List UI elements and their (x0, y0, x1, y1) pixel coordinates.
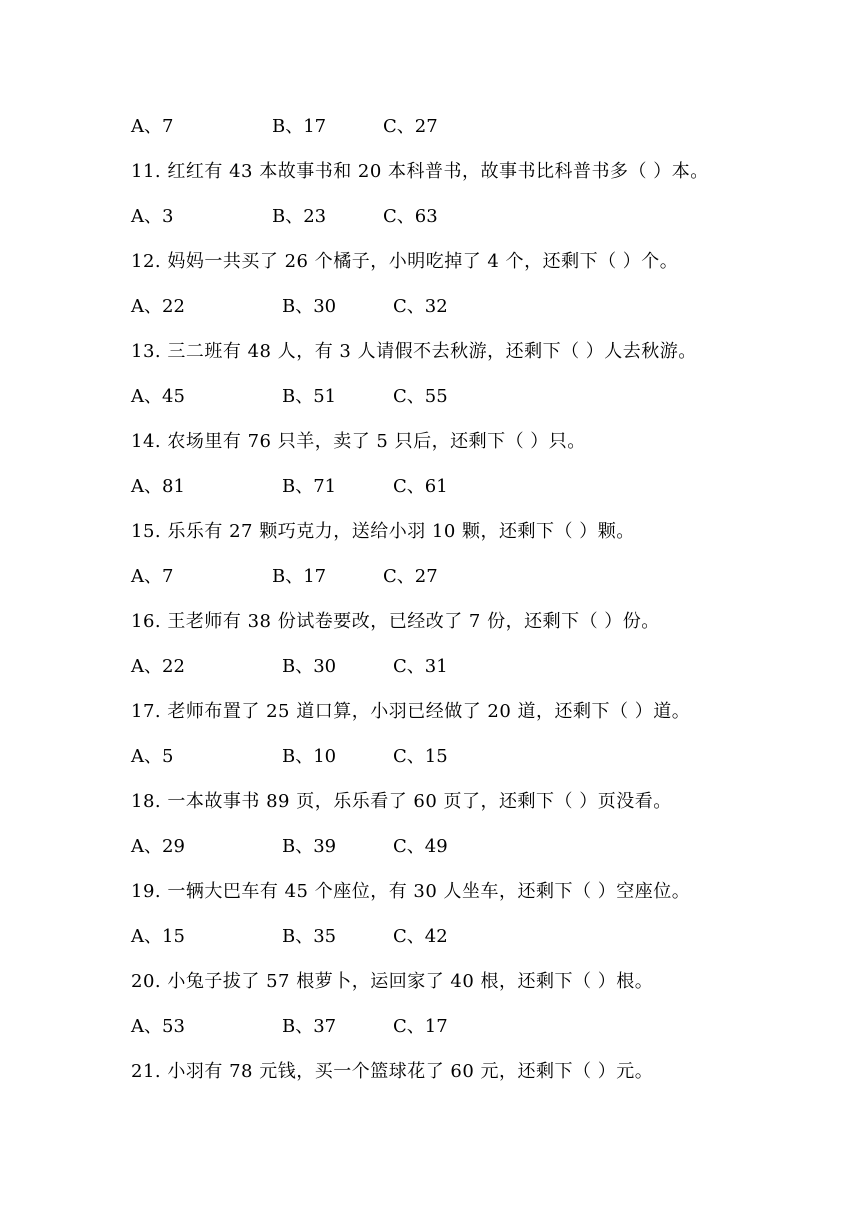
option-a: A、5 (131, 746, 174, 767)
option-c: C、42 (393, 926, 448, 947)
option-a: A、15 (131, 926, 185, 947)
option-a: A、22 (131, 656, 185, 677)
option-a: A、81 (131, 476, 185, 497)
options-row-20 (131, 1014, 731, 1040)
option-a: A、7 (131, 566, 174, 587)
question-11: 11. 红红有 43 本故事书和 20 本科普书，故事书比科普书多（ ）本。 (131, 161, 709, 182)
option-b: B、10 (282, 746, 337, 767)
option-b: B、17 (272, 116, 327, 137)
question-12: 12. 妈妈一共买了 26 个橘子，小明吃掉了 4 个，还剩下（ ）个。 (131, 251, 679, 272)
question-20: 20. 小兔子拔了 57 根萝卜，运回家了 40 根，还剩下（ ）根。 (131, 971, 654, 992)
option-c: C、17 (393, 1016, 448, 1037)
question-16: 16. 王老师有 38 份试卷要改，已经改了 7 份，还剩下（ ）份。 (131, 611, 660, 632)
options-row-14 (131, 474, 731, 500)
option-c: C、63 (383, 206, 438, 227)
question-13: 13. 三二班有 48 人，有 3 人请假不去秋游，还剩下（ ）人去秋游。 (131, 341, 697, 362)
options-row-10 (131, 114, 731, 140)
option-c: C、61 (393, 476, 448, 497)
option-c: C、15 (393, 746, 448, 767)
option-a: A、45 (131, 386, 185, 407)
option-c: C、49 (393, 836, 448, 857)
option-a: A、7 (131, 116, 174, 137)
options-row-13 (131, 384, 731, 410)
option-b: B、37 (282, 1016, 337, 1037)
option-c: C、32 (393, 296, 448, 317)
question-18: 18. 一本故事书 89 页，乐乐看了 60 页了，还剩下（ ）页没看。 (131, 791, 672, 812)
option-b: B、71 (282, 476, 337, 497)
option-b: B、30 (282, 656, 337, 677)
option-b: B、17 (272, 566, 327, 587)
options-row-15 (131, 564, 731, 590)
option-c: C、55 (393, 386, 448, 407)
question-14: 14. 农场里有 76 只羊，卖了 5 只后，还剩下（ ）只。 (131, 431, 586, 452)
options-row-18 (131, 834, 731, 860)
option-a: A、53 (131, 1016, 185, 1037)
options-row-19 (131, 924, 731, 950)
options-row-12 (131, 294, 731, 320)
option-b: B、39 (282, 836, 337, 857)
option-b: B、35 (282, 926, 337, 947)
question-19: 19. 一辆大巴车有 45 个座位，有 30 人坐车，还剩下（ ）空座位。 (131, 881, 691, 902)
question-15: 15. 乐乐有 27 颗巧克力，送给小羽 10 颗，还剩下（ ）颗。 (131, 521, 635, 542)
option-a: A、22 (131, 296, 185, 317)
option-c: C、31 (393, 656, 448, 677)
options-row-17 (131, 744, 731, 770)
question-17: 17. 老师布置了 25 道口算，小羽已经做了 20 道，还剩下（ ）道。 (131, 701, 691, 722)
option-c: C、27 (383, 566, 438, 587)
options-row-16 (131, 654, 731, 680)
option-a: A、29 (131, 836, 185, 857)
options-row-11 (131, 204, 731, 230)
option-b: B、23 (272, 206, 327, 227)
option-a: A、3 (131, 206, 174, 227)
option-b: B、30 (282, 296, 337, 317)
question-21: 21. 小羽有 78 元钱，买一个篮球花了 60 元，还剩下（ ）元。 (131, 1061, 654, 1082)
option-c: C、27 (383, 116, 438, 137)
option-b: B、51 (282, 386, 337, 407)
